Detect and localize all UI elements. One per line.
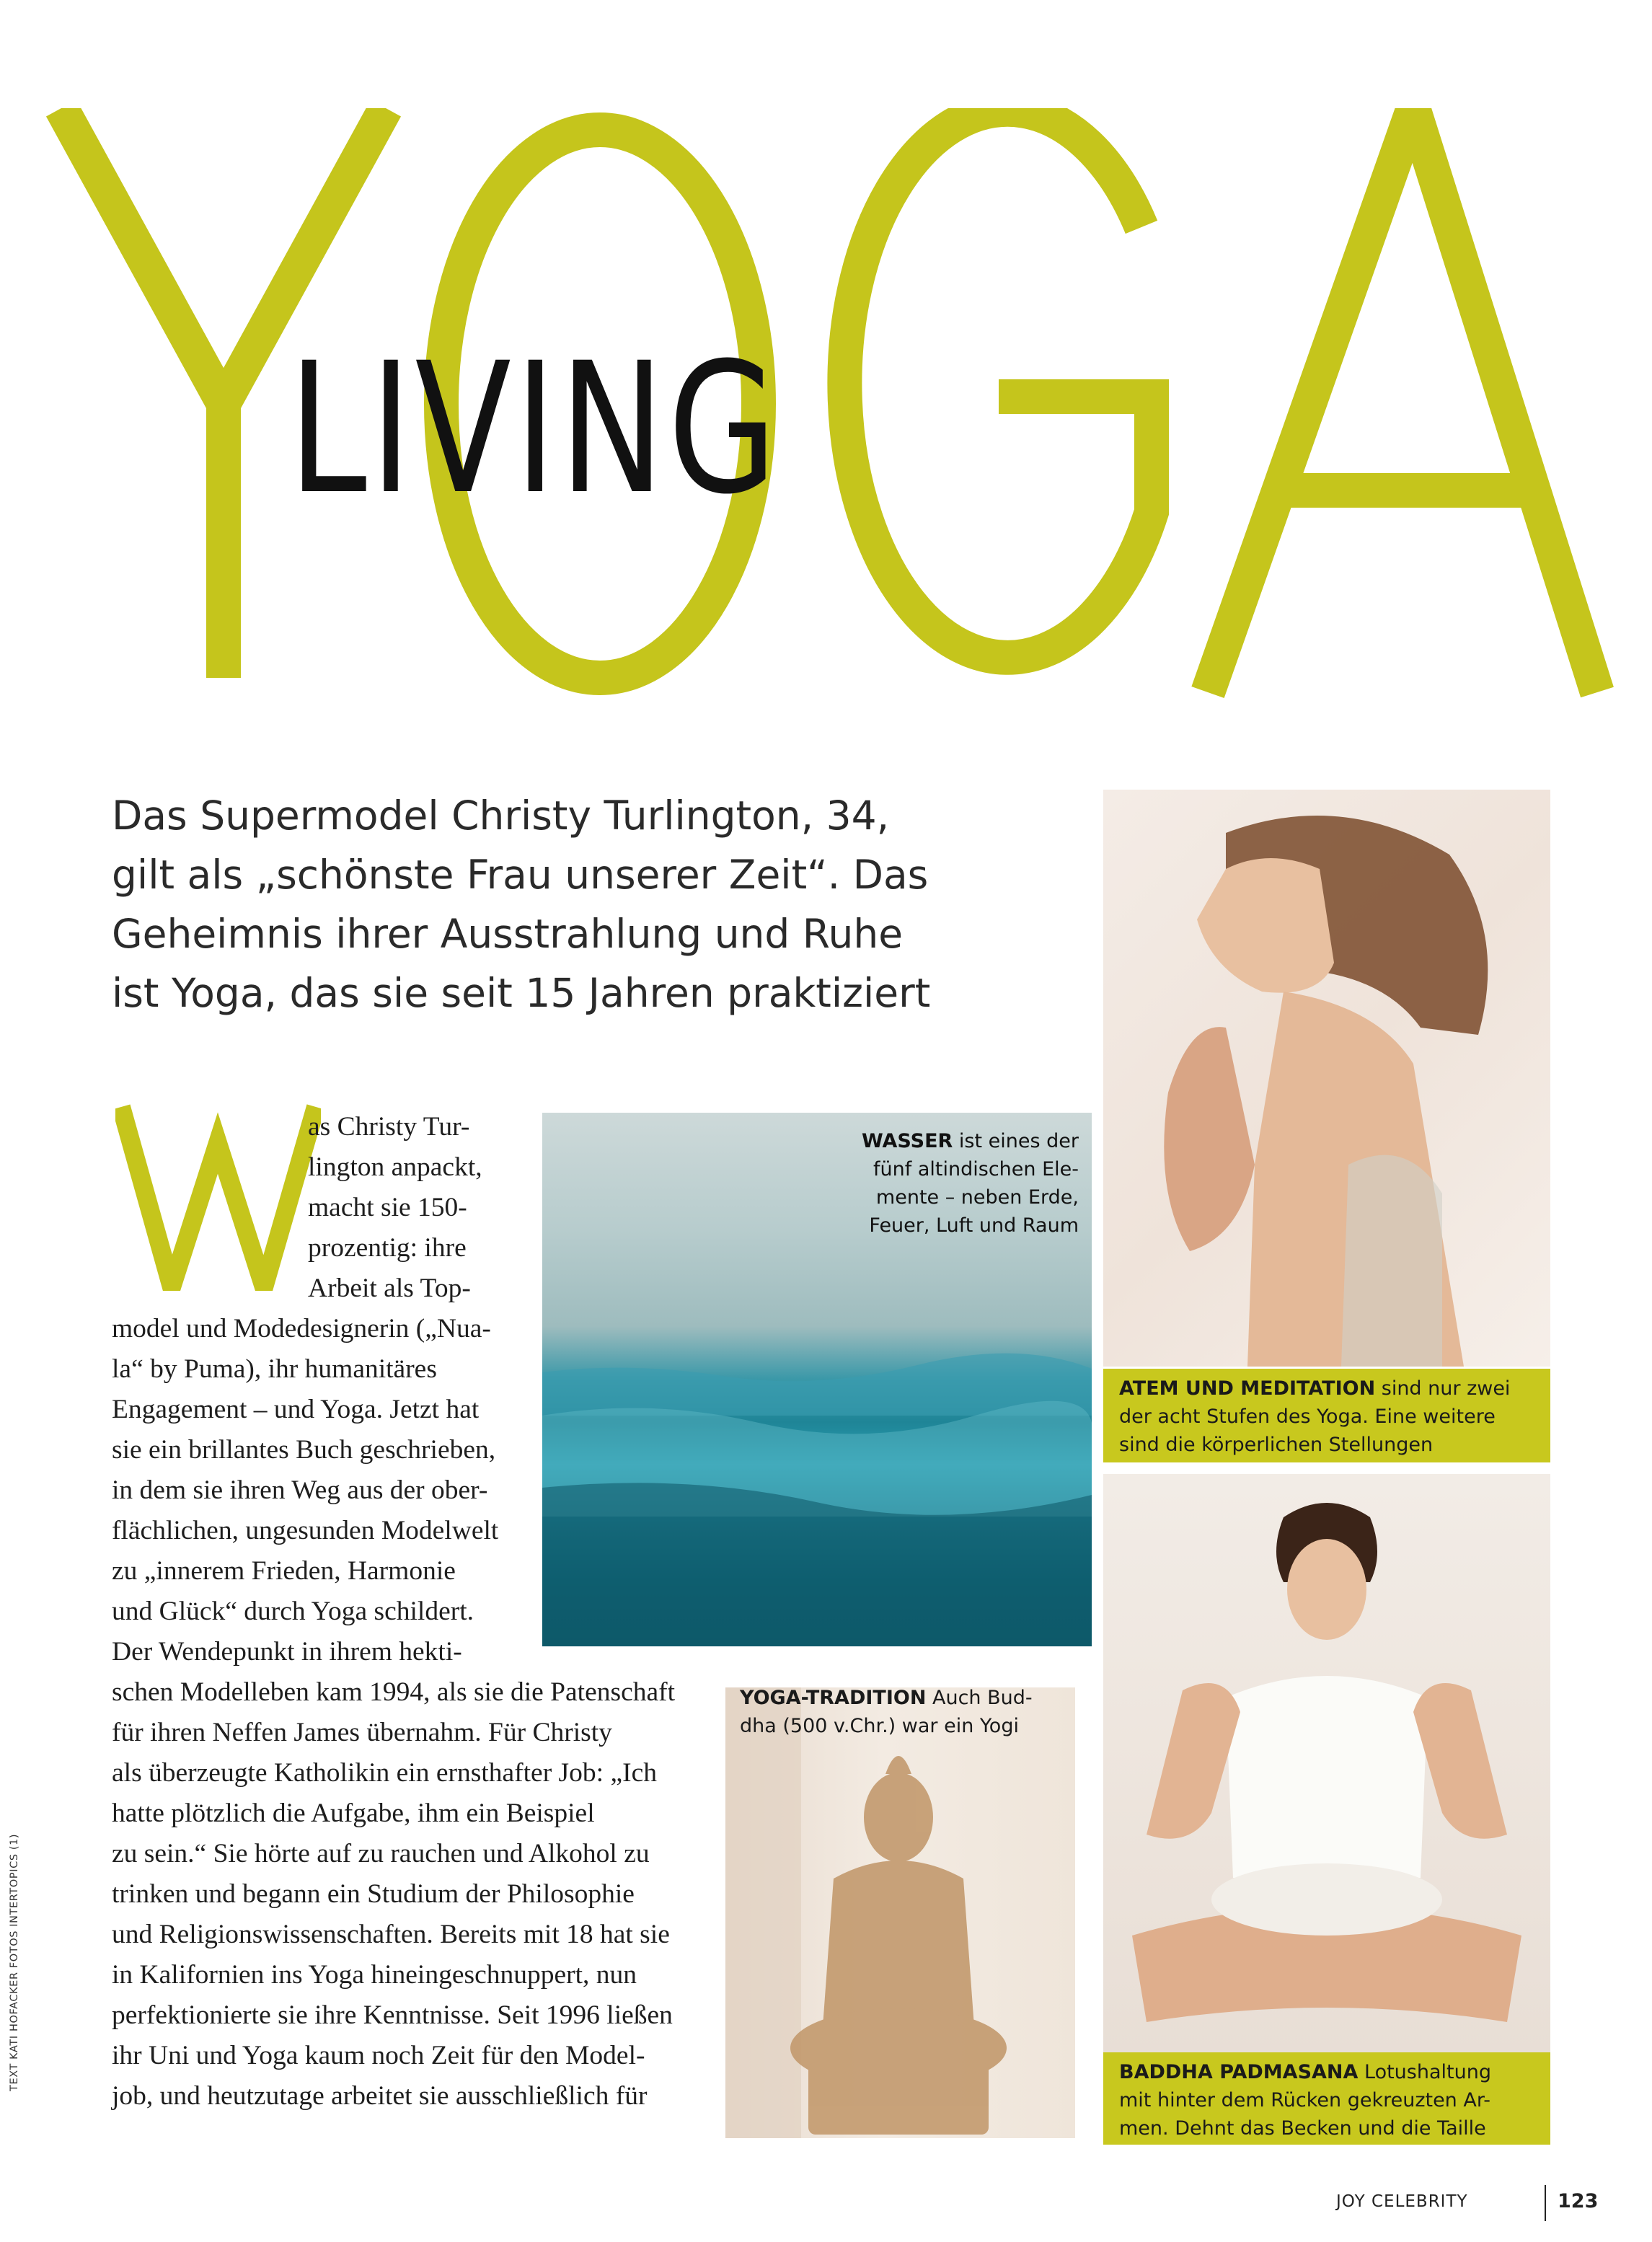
caption-tradition-line: Auch Bud- — [926, 1687, 1033, 1709]
body-line: model und Modedesignerin („Nua- — [112, 1314, 491, 1343]
caption-wasser-line: Feuer, Luft und Raum — [869, 1214, 1079, 1237]
body-line: la“ by Puma), ihr humanitäres — [112, 1354, 437, 1384]
caption-tradition-line: dha (500 v.Chr.) war ein Yogi — [740, 1715, 1019, 1737]
body-line: lington anpackt, — [308, 1152, 482, 1182]
yoga-letter-a — [1208, 108, 1597, 692]
caption-tradition-bold: YOGA-TRADITION — [740, 1687, 927, 1709]
body-line: als überzeugte Katholikin ein ernsthafter Job: „Ich — [112, 1758, 657, 1788]
living-headline: LIVING — [288, 324, 781, 534]
yoga-headline-text: YOGA — [818, 715, 840, 723]
caption-tradition — [740, 1684, 1066, 1740]
yoga-letter-g — [844, 110, 1152, 658]
deck-line: Geheimnis ihrer Ausstrahlung und Ruhe — [112, 911, 904, 957]
deck-line: ist Yoga, das sie seit 15 Jahren praktiziert — [112, 970, 931, 1016]
body-line: ihr Uni und Yoga kaum noch Zeit für den Model- — [112, 2041, 645, 2070]
body-line: hatte plötzlich die Aufgabe, ihm ein Beispiel — [112, 1799, 595, 1828]
photo-credit: TEXT KATI HOFACKER FOTOS INTERTOPICS (1) — [9, 1833, 20, 2091]
caption-baddha-line: mit hinter dem Rücken gekreuzten Ar- — [1119, 2089, 1490, 2111]
caption-wasser-line: ist eines der — [953, 1130, 1079, 1152]
caption-atem-line: sind die körperlichen Stellungen — [1119, 1434, 1434, 1456]
caption-baddha-line: men. Dehnt das Becken und die Taille — [1119, 2117, 1486, 2140]
caption-wasser-line: fünf altindischen Ele- — [873, 1158, 1079, 1180]
body-line: und Glück“ durch Yoga schildert. — [112, 1597, 474, 1626]
drop-cap-letter: W — [115, 1103, 116, 1104]
body-line: perfektionierte sie ihre Kenntnisse. Seit 1996 ließen — [112, 2000, 673, 2030]
caption-wasser-bold: WASSER — [861, 1130, 953, 1152]
caption-atem-line: der acht Stufen des Yoga. Eine weitere — [1119, 1405, 1496, 1428]
body-line: as Christy Tur- — [308, 1112, 470, 1142]
body-line: zu „innerem Frieden, Harmonie — [112, 1556, 456, 1586]
body-line: in dem sie ihren Weg aus der ober- — [112, 1475, 488, 1505]
buddha-photo — [725, 1687, 1075, 2138]
deck — [112, 786, 1078, 1023]
caption-atem — [1103, 1369, 1550, 1462]
lotus-photo — [1103, 1474, 1550, 2109]
caption-baddha-bold: BADDHA PADMASANA — [1119, 2061, 1359, 2083]
body-line: zu sein.“ Sie hörte auf zu rauchen und Alkohol zu — [112, 1839, 650, 1868]
body-line: Arbeit als Top- — [308, 1274, 471, 1303]
caption-baddha — [1103, 2052, 1550, 2145]
caption-atem-line: sind nur zwei — [1375, 1377, 1511, 1400]
body-line: Engagement – und Yoga. Jetzt hat — [112, 1395, 480, 1424]
deck-line: Das Supermodel Christy Turlington, 34, — [112, 793, 890, 839]
body-line: prozentig: ihre — [308, 1233, 467, 1263]
page-number: 123 — [1558, 2190, 1599, 2212]
caption-wasser-line: mente – neben Erde, — [875, 1186, 1079, 1209]
body-line: und Religionswissenschaften. Bereits mit 18 hat sie — [112, 1920, 670, 1949]
yoga-headline — [40, 108, 1619, 728]
caption-wasser — [793, 1127, 1079, 1240]
body-line: sie ein brillantes Buch geschrieben, — [112, 1435, 496, 1465]
body-line: in Kalifornien ins Yoga hineingeschnuppert, nun — [112, 1960, 637, 1990]
portrait-photo — [1103, 790, 1550, 1367]
body-line: Der Wendepunkt in ihrem hekti- — [112, 1637, 462, 1667]
magazine-name: JOY CELEBRITY — [1336, 2192, 1468, 2211]
caption-baddha-line: Lotushaltung — [1358, 2061, 1491, 2083]
body-line: macht sie 150- — [308, 1193, 467, 1222]
body-line: flächlichen, ungesunden Modelwelt — [112, 1516, 499, 1545]
caption-atem-bold: ATEM UND MEDITATION — [1119, 1377, 1376, 1400]
deck-line: gilt als „schönste Frau unserer Zeit“. Das — [112, 852, 929, 898]
body-line: für ihren Neffen James übernahm. Für Christy — [112, 1718, 612, 1747]
body-line: schen Modelleben kam 1994, als sie die Patenschaft — [112, 1677, 676, 1707]
body-line: trinken und begann ein Studium der Philosophie — [112, 1879, 635, 1909]
footer-divider — [1545, 2185, 1546, 2221]
body-line: job, und heutzutage arbeitet sie ausschließlich für — [112, 2081, 648, 2111]
